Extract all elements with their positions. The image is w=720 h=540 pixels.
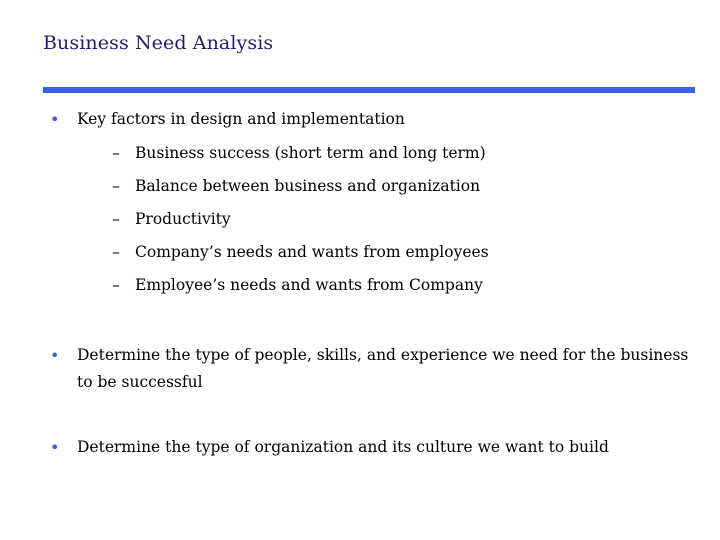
sub-bullet-list bbox=[77, 137, 690, 302]
sub-bullet-marker: – bbox=[112, 177, 120, 195]
sub-bullet-marker: – bbox=[112, 276, 120, 294]
bullet-text: Determine the type of organization and its culture we want to build bbox=[77, 438, 609, 456]
sub-bullet-text: Business success (short term and long term) bbox=[135, 144, 486, 162]
bullet-list bbox=[50, 106, 690, 461]
bullet-marker: • bbox=[50, 438, 60, 457]
sub-bullet-marker: – bbox=[112, 144, 120, 162]
sub-bullet-text: Company’s needs and wants from employees bbox=[135, 243, 489, 261]
sub-bullet-item bbox=[77, 170, 690, 203]
sub-bullet-text: Employee’s needs and wants from Company bbox=[135, 276, 483, 294]
sub-bullet-text: Productivity bbox=[135, 210, 231, 228]
bullet-item bbox=[50, 106, 690, 302]
bullet-marker: • bbox=[50, 346, 60, 365]
sub-bullet-item bbox=[77, 236, 690, 269]
bullet-item bbox=[50, 342, 690, 396]
bullet-text: Determine the type of people, skills, and experience we need for the business to be successful bbox=[77, 346, 689, 391]
sub-bullet-marker: – bbox=[112, 243, 120, 261]
bullet-text: Key factors in design and implementation bbox=[77, 110, 405, 128]
sub-bullet-item bbox=[77, 137, 690, 170]
bullet-marker: • bbox=[50, 110, 60, 129]
bullet-item bbox=[50, 434, 690, 461]
sub-bullet-text: Balance between business and organization bbox=[135, 177, 481, 195]
slide-title: Business Need Analysis bbox=[43, 32, 274, 54]
sub-bullet-item bbox=[77, 269, 690, 302]
title-underline bbox=[43, 87, 695, 93]
sub-bullet-item bbox=[77, 203, 690, 236]
sub-bullet-marker: – bbox=[112, 210, 120, 228]
